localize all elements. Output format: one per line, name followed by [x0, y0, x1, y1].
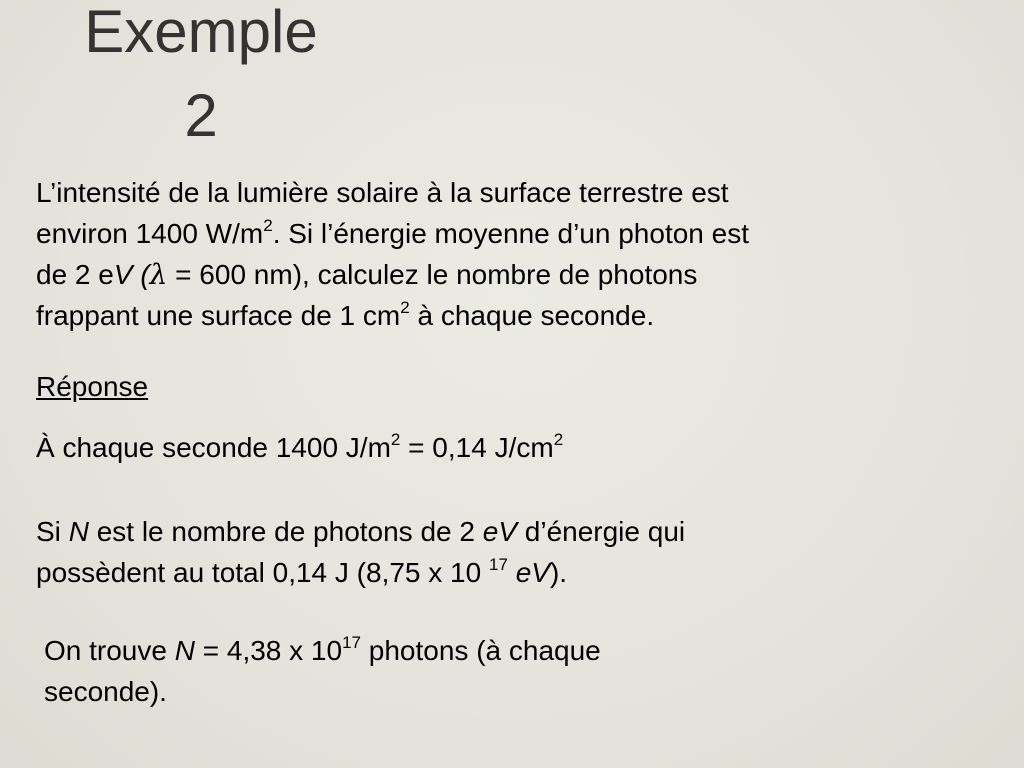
step-2-line-2: possèdent au total 0,14 J (8,75 x 10 — [36, 557, 489, 588]
problem-line-3-end: = 600 nm), calculez le nombre de photons — [167, 259, 698, 290]
problem-line-3: de 2 e — [36, 259, 114, 290]
superscript: 2 — [263, 215, 273, 235]
problem-line-1: L’intensité de la lumière solaire à la surface terrestre est — [36, 177, 729, 208]
step-3-text: On trouve — [44, 635, 175, 666]
slide-title-line2: 2 — [184, 82, 218, 149]
answer-heading: Réponse — [36, 371, 149, 402]
step-3-text-mid: = 4,38 x 10 — [194, 635, 343, 666]
problem-line-2: environ 1400 W/m — [36, 218, 264, 249]
step-2-text-end: d’énergie qui — [517, 516, 686, 547]
variable-n: N — [68, 516, 89, 547]
unit-ev: eV — [482, 516, 517, 547]
superscript: 2 — [390, 429, 401, 449]
unit-volt: V ( — [113, 259, 150, 290]
step-3-text-end: photons (à chaque — [361, 635, 601, 666]
slide-title-line1: Exemple — [84, 0, 318, 65]
slide-title — [66, 0, 336, 158]
answer-step-2 — [36, 511, 685, 593]
unit-ev: eV — [515, 557, 550, 588]
problem-line-2-end: . Si l’énergie moyenne d’un photon est — [272, 218, 750, 249]
variable-n: N — [174, 635, 195, 666]
step-1-text: À chaque seconde 1400 J/m — [36, 432, 391, 463]
exponent: 17 — [342, 632, 361, 652]
exponent: 17 — [488, 554, 508, 574]
step-3-line-2: seconde). — [44, 676, 167, 707]
answer-step-1 — [36, 427, 563, 468]
superscript: 2 — [400, 297, 410, 317]
lambda-symbol: λ — [149, 258, 168, 291]
problem-line-4: frappant une surface de 1 cm — [36, 300, 401, 331]
step-2-text-mid: est le nombre de photons de 2 — [88, 516, 483, 547]
step-2-line-2-end: ). — [549, 557, 568, 588]
space — [508, 557, 516, 588]
answer-step-3 — [44, 630, 601, 712]
step-1-text-end: = 0,14 J/cm — [400, 432, 554, 463]
step-2-text: Si — [36, 516, 69, 547]
problem-line-4-end: à chaque seconde. — [409, 300, 655, 331]
problem-statement — [36, 172, 996, 336]
superscript: 2 — [553, 429, 564, 449]
